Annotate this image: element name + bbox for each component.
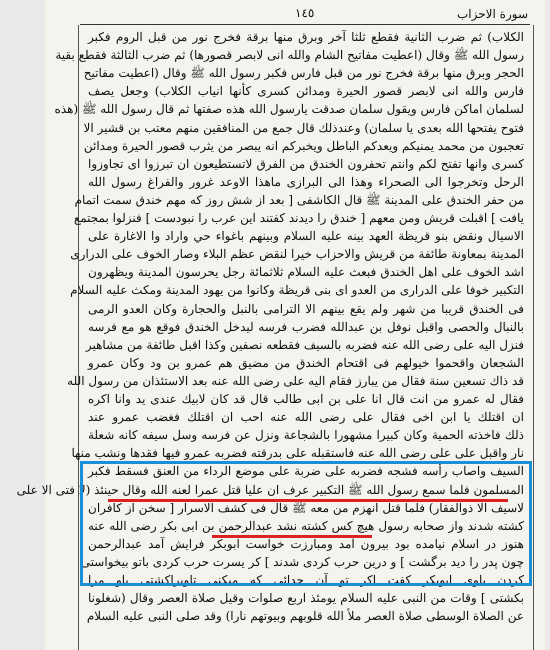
text-line: رسول الله ﷺ وقال (اعطيت مفاتيح الشام والله انى لابصر قصورها) ثم ضرب الثالثة فقطع بقية: [55, 48, 524, 63]
page-header: [80, 6, 550, 24]
page-number: ١٤٥: [295, 6, 315, 20]
text-line: المدينة بمعاونة طائفة من قريش والاحزاب خيرا لنقض عظم البلاء وصار الخوف على الدرارى: [70, 247, 524, 262]
text-line: من حفر الخندق على المدينة ﷺ قال الكاشفى [ بعد از شش روز كه مهم خندق سمت اتمام: [74, 192, 524, 207]
text-line: فقال له عمرو من انت قال انا على بن ابى طالب قال قد كان لابيك عندى يد وانا اكره: [88, 392, 524, 406]
text-line: ذلك فاخذته الحمية وكان كبيرا مشهورا بالشجاعة ونزل عن فرسه وسل سيفه كانه شعلة: [88, 428, 524, 443]
text-line: فى الخندق قريبا من شهر ولم يقع بينهم الا الترامى بالنبل والحجارة وكان العدو الرمى: [88, 301, 524, 316]
highlight-box: [16, 461, 532, 586]
text-line: هنوز در اسلام نيامده بود بيرون آمد ومبارزت خواست ابوبكر فرايش آمد عبدالرحمن: [88, 536, 524, 551]
text-line: تعجبون من محمد يمنيكم ويعدكم الباطل ويخبركم انه يبصر من يثرب قصور الحيرة ومدائن: [83, 138, 524, 153]
text-line: الشجعان واقحموا خيولهم فى اقتحام الخندق من مضيق هم عمرو بن ود وكان عمرو: [88, 355, 524, 370]
text-line: التكبير خوفا على الدرارى من العدو اى بنى قريظة وكانوا من يهود المدينة ومكث عليه السلام: [70, 283, 524, 298]
text-line: چون پدر را ديد برگشت ] و درين حرب كردى شدند ] كر يسرت حرب كردى باتو بيخواستى: [80, 554, 524, 569]
text-line: عن الصلاة الوسطى صلاة العصر ملأ الله قلوبهم وبيوتهم نارا) وقد صلى النبى عليه السلام: [86, 609, 524, 624]
text-line: فنزل اليه على رضى الله عنه فضربه بالسيف فقطعه نصفين وكذا اقبل طائفة من مشاهير: [85, 337, 524, 352]
text-line: بكشتى ] وقات من النبى عليه السلام يومئذ اربع صلوات وقيل صلاة العصر وقال (شغلونا: [88, 591, 524, 606]
text-line: الرحل وتخرجوا الى الصحراء وهذا الى البرازى ماهذا الاوعد غرور والفراغ رسول الله: [88, 174, 524, 189]
underline-mark: [108, 499, 508, 502]
text-line: اشد الخوف على اهل الخندق فبعث عليه السلام ثلاثمائة رجل يحرسون المدينة ويظهرون: [88, 265, 524, 280]
header-rule: [80, 24, 530, 25]
text-line: كسرى وانها تفتح لكم وانتم تحفرون الخندق من الفرق لاتستطيعون ان تبرزوا اى تجاوزوا: [88, 156, 524, 171]
text-line: قد ذاك تسعين سنة فقال من يبارز فقام اليه على رضى الله عنه بعد الاستئذان من رسول الله: [67, 373, 524, 388]
text-line: نار واقبل على على رضى الله عنه فاستقبله على بدرقته فضربه عمرو فيها فقدها ونشب منها: [71, 446, 524, 461]
text-line: كشته شدند واز صحابه رسول هيچ كس كشته نشد عبدالرحمن بن ابى بكر رضى الله عنه: [88, 518, 524, 533]
text-line: ان اقتلك يا ابن اخى فقال على رضى الله عنه احب ان اقتلك فغضب عمرو عند: [88, 410, 524, 425]
text-line: المسلمون فلما سمع رسول الله ﷺ التكبير عرف ان عليا قتل عمرا لعنه الله وقال حينئذ (لا فتى الا على: [16, 482, 524, 497]
text-line: بالنبال والحصى واقبل نوفل بن عبدالله فضرب فرسه ليدخل الخندق فوقع هو مع فرسه: [88, 319, 524, 334]
text-line: فتوح يفتحها الله بعدى يا سلمان) وعندذلك قال جمع من المنافقين منهم معتب بن قشير الا: [83, 120, 524, 135]
text-line: السيف واصاب رأسه فشجه فضربه على ضربة على موضع الرداء من العنق فسقط فكبر: [88, 464, 524, 479]
text-line: لاسيف الا ذوالفقار) فلما قتل انهزم من معه ﷺ قال فى كشف الاسرار [ سخن از كافران: [88, 500, 524, 515]
text-line: فارس والله انى لابصر قصور الحيرة ومدائن كسرى كأنها انياب الكلاب) وجعل يصف: [88, 84, 524, 99]
text-line: الاسيال ونقض بنو قريظة العهد بينه عليه السلام وبينهم باغواء حي واراد وا الاغارة على: [88, 229, 524, 244]
surah-title: سورة الاحزاب: [457, 7, 528, 21]
text-line: كردن باوى ابوبكر كفت اكر تو آن حدائى كه ميكنى تاويراكشتى باو مرا: [88, 573, 524, 587]
text-line: يافت ] اقبلت قريش ومن معهم [ خندق را ديدند كفتند اين عرب را نبودست ] فنزلوا بمجتمع: [73, 211, 524, 225]
underline-mark: [212, 535, 372, 538]
text-line: الحجر وبرق منها برقة فخرج نور من قبل فارس فكبر رسول الله ﷺ وقال (اعطيت مفاتيح: [83, 66, 524, 81]
text-line: لسلمان اماكن فارس ويقول سلمان صدقت يارسول الله هذه صفتها ثم قال رسول الله ﷺ (هذه: [54, 102, 524, 117]
text-line: الكلاب) ثم ضرب الثانية فقطع ثلثا آخر وبرق منها برقة فخرج نور من قبل الروم فكبر: [88, 30, 524, 44]
